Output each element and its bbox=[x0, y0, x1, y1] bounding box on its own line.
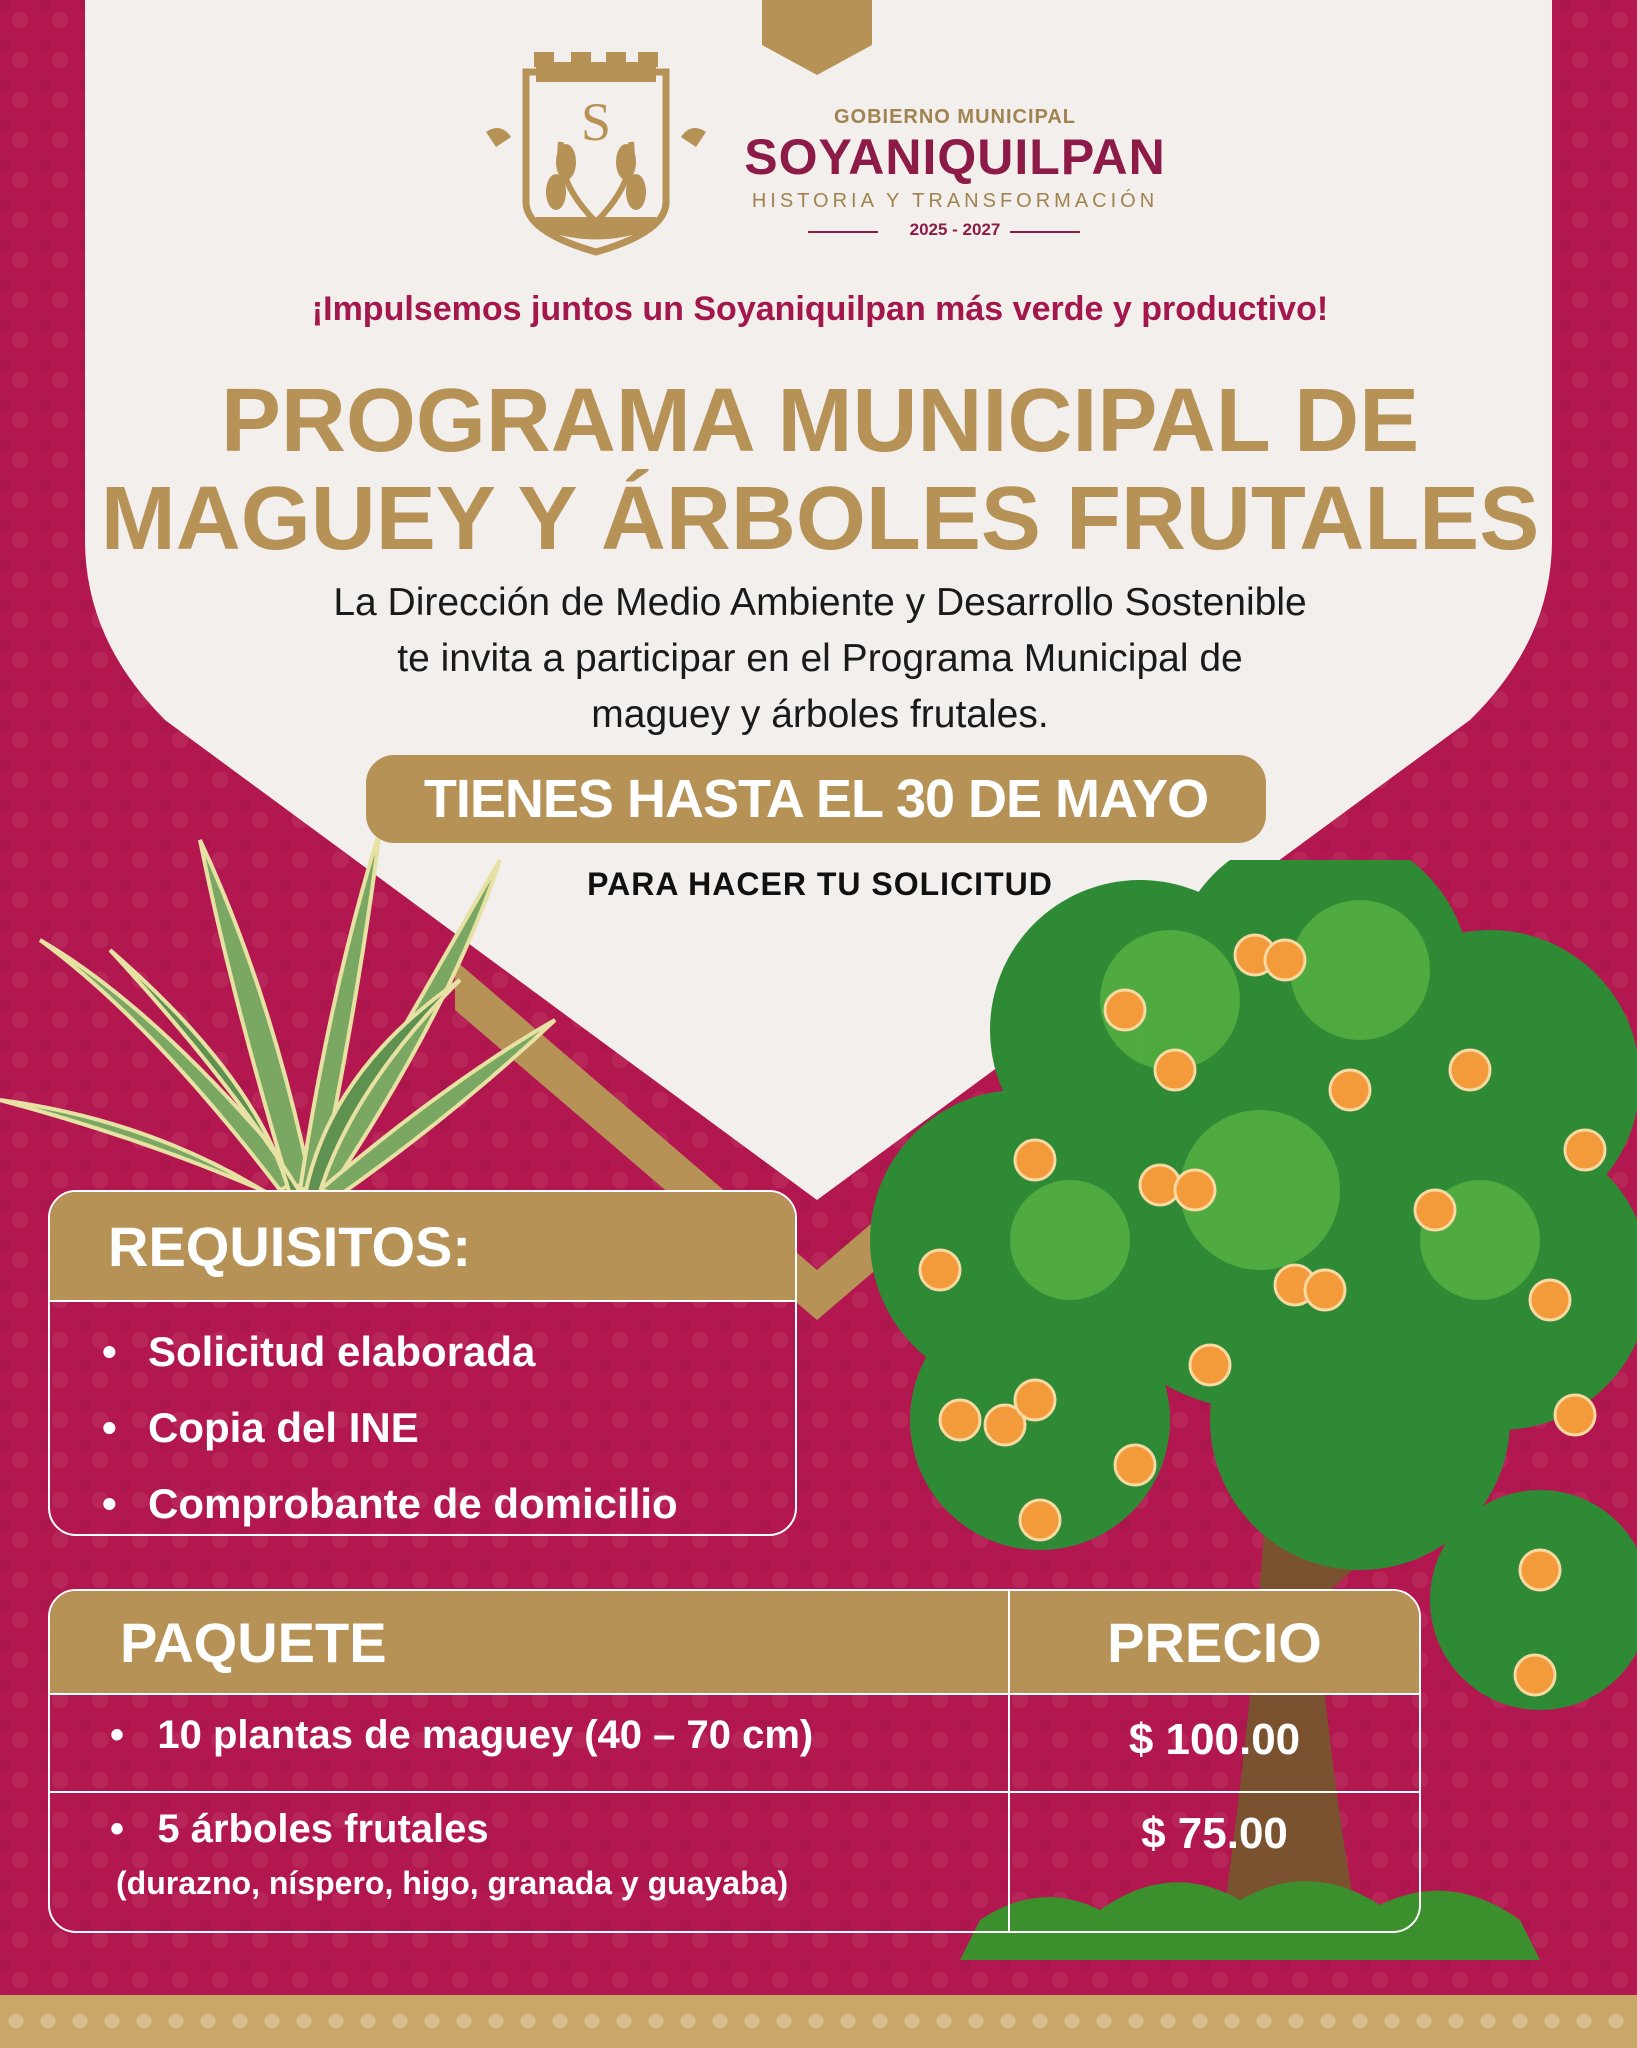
bullet-icon: • bbox=[102, 1404, 117, 1451]
table-header bbox=[50, 1591, 1419, 1695]
municipality-name: SOYANIQUILPAN bbox=[744, 129, 1166, 185]
municipal-seal-logo bbox=[476, 52, 716, 262]
municipality-tagline: HISTORIA Y TRANSFORMACIÓN bbox=[751, 190, 1159, 212]
list-item bbox=[50, 1314, 795, 1390]
gov-label: GOBIERNO MUNICIPAL bbox=[833, 106, 1077, 128]
title-line-2: MAGUEY Y ÁRBOLES FRUTALES bbox=[100, 469, 1540, 569]
requirements-list bbox=[50, 1302, 795, 1536]
slogan: ¡Impulsemos juntos un Soyaniquilpan más verde y productivo! bbox=[311, 290, 1329, 328]
column-divider bbox=[1008, 1591, 1010, 1931]
package-detail: (durazno, níspero, higo, granada y guayaba) bbox=[116, 1865, 789, 1901]
bottom-decorative-strip bbox=[0, 1995, 1637, 2048]
requirement-text: Solicitud elaborada bbox=[148, 1328, 536, 1375]
bullet-icon: • bbox=[102, 1328, 117, 1375]
bullet-icon: • bbox=[110, 1713, 125, 1757]
column-header-package: PAQUETE bbox=[120, 1611, 387, 1674]
column-header-price: PRECIO bbox=[1107, 1611, 1322, 1674]
bullet-icon: • bbox=[102, 1480, 117, 1527]
packages-table bbox=[48, 1589, 1421, 1933]
page-title bbox=[80, 372, 1560, 568]
bullet-icon: • bbox=[110, 1807, 125, 1851]
years-divider-right bbox=[1010, 231, 1080, 233]
price-cell: $ 100.00 bbox=[1128, 1715, 1301, 1764]
package-cell bbox=[110, 1713, 813, 1758]
requirement-text: Comprobante de domicilio bbox=[148, 1480, 678, 1527]
deadline-badge: TIENES HASTA EL 30 DE MAYO bbox=[366, 755, 1266, 843]
package-cell bbox=[110, 1807, 489, 1852]
requirements-box bbox=[48, 1190, 797, 1536]
title-line-1: PROGRAMA MUNICIPAL DE bbox=[220, 371, 1420, 471]
package-name: 10 plantas de maguey (40 – 70 cm) bbox=[157, 1713, 814, 1757]
description-line-1: La Dirección de Medio Ambiente y Desarrollo Sostenible bbox=[333, 581, 1307, 624]
list-item bbox=[50, 1390, 795, 1466]
description bbox=[160, 575, 1480, 743]
description-line-2: te invita a participar en el Programa Municipal de bbox=[397, 637, 1243, 680]
seal-letter: S bbox=[580, 92, 612, 152]
requirements-heading: REQUISITOS: bbox=[50, 1192, 795, 1302]
table-row bbox=[50, 1695, 1419, 1793]
administration-years: 2025 - 2027 bbox=[909, 220, 1001, 239]
requirement-text: Copia del INE bbox=[148, 1404, 419, 1451]
table-row bbox=[50, 1793, 1419, 1931]
description-line-3: maguey y árboles frutales. bbox=[591, 693, 1049, 736]
list-item bbox=[50, 1466, 795, 1536]
deadline-subtitle: PARA HACER TU SOLICITUD bbox=[587, 866, 1053, 902]
price-cell: $ 75.00 bbox=[1141, 1809, 1288, 1858]
package-name: 5 árboles frutales bbox=[157, 1807, 489, 1851]
